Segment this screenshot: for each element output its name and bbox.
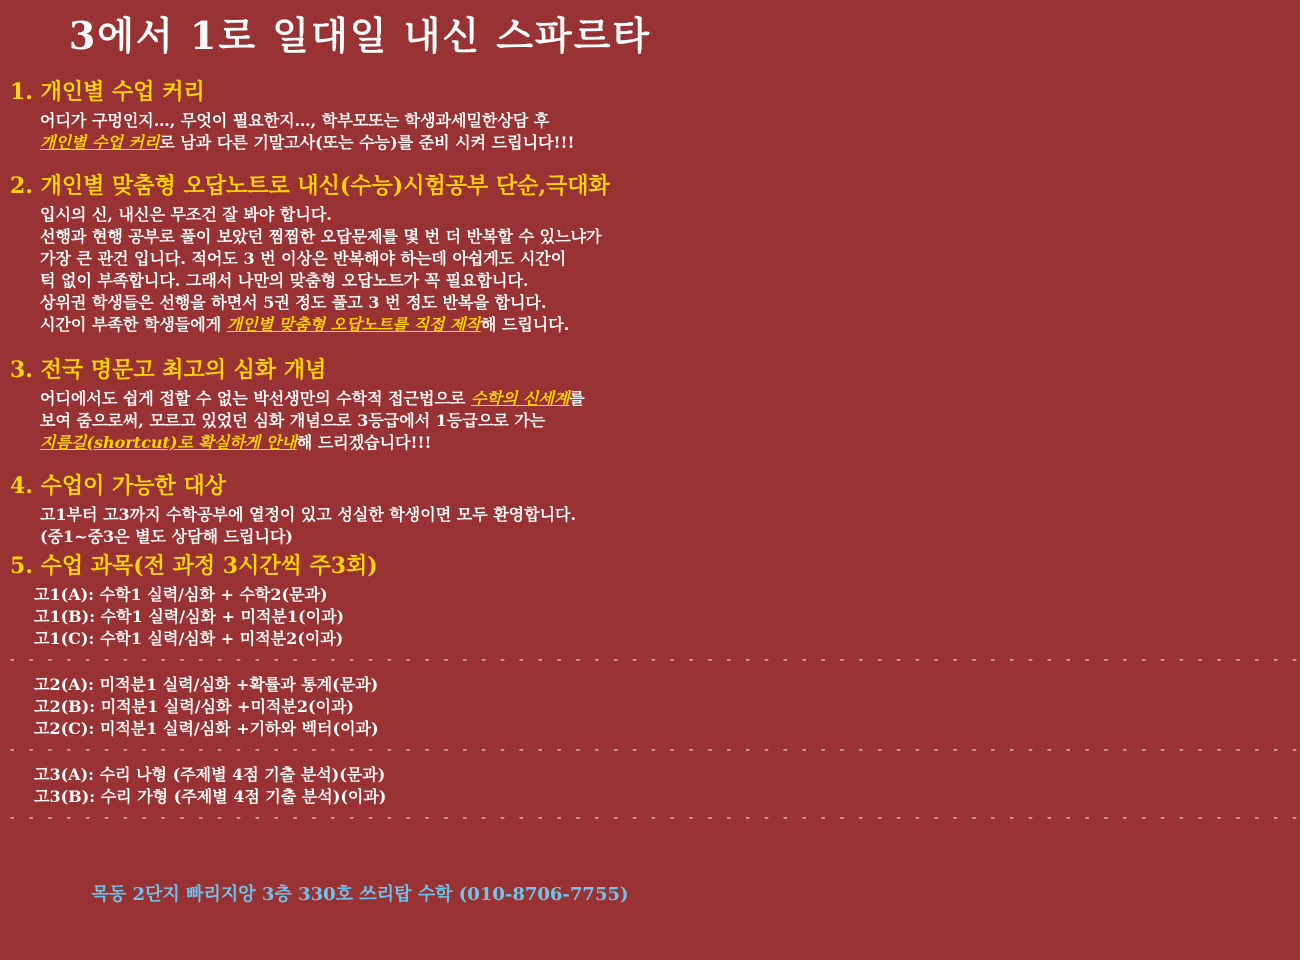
section-heading: 1. 개인별 수업 커리 <box>10 79 205 105</box>
body-text: 입시의 신, 내신은 무조건 잘 봐야 합니다. <box>40 205 332 224</box>
section-body <box>0 504 720 548</box>
body-line <box>40 292 710 314</box>
course-item: 고3(A): 수리 나형 (주제별 4점 기출 분석)(문과) <box>34 765 386 784</box>
course-group <box>0 764 1300 826</box>
course-item: 고2(C): 미적분1 실력/심화 +기하와 벡터(이과) <box>34 719 379 738</box>
course-item: 고1(A): 수학1 실력/심화 + 수학2(문과) <box>34 585 328 604</box>
course-group <box>0 584 1300 668</box>
highlight-text: 개인별 수업 커리 <box>40 133 160 152</box>
course-item: 고2(B): 미적분1 실력/심화 +미적분2(이과) <box>34 697 354 716</box>
body-line <box>40 432 710 454</box>
section <box>0 356 720 454</box>
poster-title: 3에서 1로 일대일 내신 스파르타 <box>68 13 652 58</box>
body-text: 선행과 현행 공부로 풀이 보았던 찜찜한 오답문제를 몇 번 더 반복할 수 있느냐가 <box>40 227 602 246</box>
course-group <box>0 674 1300 758</box>
body-text: 로 남과 다른 기말고사(또는 수능)를 준비 시켜 드립니다!!! <box>159 133 575 152</box>
section-heading: 4. 수업이 가능한 대상 <box>10 473 226 499</box>
courses-section <box>0 552 1300 826</box>
section-body <box>0 204 720 336</box>
body-line <box>40 314 710 336</box>
section <box>0 472 720 548</box>
course-item: 고1(B): 수학1 실력/심화 + 미적분1(이과) <box>34 607 345 626</box>
course-item: 고2(A): 미적분1 실력/심화 +확률과 통계(문과) <box>34 675 379 694</box>
body-line <box>40 410 710 432</box>
body-line <box>40 504 710 526</box>
section <box>0 78 720 154</box>
body-text: 상위권 학생들은 선행을 하면서 5권 정도 풀고 3 번 정도 반복을 합니다. <box>40 293 547 312</box>
body-text: 턱 없이 부족합니다. 그래서 나만의 맞춤형 오답노트가 꼭 필요합니다. <box>40 271 529 290</box>
body-text: 어디에서도 쉽게 접할 수 없는 박선생만의 수학적 접근법으로 <box>40 389 471 408</box>
highlight-text: 수학의 신세계 <box>470 389 570 408</box>
body-text: 해 드립니다. <box>480 315 570 334</box>
body-text: 해 드리겠습니다!!! <box>296 433 432 452</box>
dashed-divider: - - - - - - - - - - - - - - - - - - - - - - - - - - - - - - - - - - - - - - - - - - - - - - - - - - - - - - - - - - - - - - - - - - - - - <box>8 742 1300 758</box>
body-text: 고1부터 고3까지 수학공부에 열정이 있고 성실한 학생이면 모두 환영합니다. <box>40 505 577 524</box>
highlight-text: 개인별 맞춤형 오답노트를 직접 제작 <box>226 315 481 334</box>
highlight-text: 지름길(shortcut)로 확실하게 안내 <box>40 433 297 452</box>
body-line <box>40 132 710 154</box>
courses-heading: 5. 수업 과목(전 과정 3시간씩 주3회) <box>10 553 378 579</box>
body-text: 시간이 부족한 학생들에게 <box>40 315 227 334</box>
body-line <box>40 110 710 132</box>
section-heading: 3. 전국 명문고 최고의 심화 개념 <box>10 357 327 383</box>
dashed-divider: - - - - - - - - - - - - - - - - - - - - - - - - - - - - - - - - - - - - - - - - - - - - - - - - - - - - - - - - - - - - - - - - - - - - - <box>8 652 1300 668</box>
body-line <box>40 388 710 410</box>
sections <box>0 78 720 548</box>
section-heading: 2. 개인별 맞춤형 오답노트로 내신(수능)시험공부 단순,극대화 <box>10 173 610 199</box>
body-text: 가장 큰 관건 입니다. 적어도 3 번 이상은 반복해야 하는데 아쉽게도 시간이 <box>40 249 567 268</box>
body-text: (중1~중3은 별도 상담해 드립니다) <box>40 527 293 546</box>
body-line <box>40 204 710 226</box>
body-text: 보여 줌으로써, 모르고 있었던 심화 개념으로 3등급에서 1등급으로 가는 <box>40 411 546 430</box>
body-line <box>40 270 710 292</box>
course-item: 고1(C): 수학1 실력/심화 + 미적분2(이과) <box>34 629 344 648</box>
section-body <box>0 110 720 154</box>
contact-footer: 목동 2단지 빠리지앙 3층 330호 쓰리탑 수학 (010-8706-7755) <box>91 884 629 905</box>
body-text: 를 <box>569 389 585 408</box>
body-line <box>40 248 710 270</box>
body-text: 어디가 구멍인지…, 무엇이 필요한지…, 학부모또는 학생과세밀한상담 후 <box>40 111 550 130</box>
section <box>0 172 720 336</box>
section-body <box>0 388 720 454</box>
body-line <box>40 526 710 548</box>
course-item: 고3(B): 수리 가형 (주제별 4점 기출 분석)(이과) <box>34 787 387 806</box>
dashed-divider: - - - - - - - - - - - - - - - - - - - - - - - - - - - - - - - - - - - - - - - - - - - - - - - - - - - - - - - - - - - - - - - - - - - - - <box>8 810 1300 826</box>
body-line <box>40 226 710 248</box>
